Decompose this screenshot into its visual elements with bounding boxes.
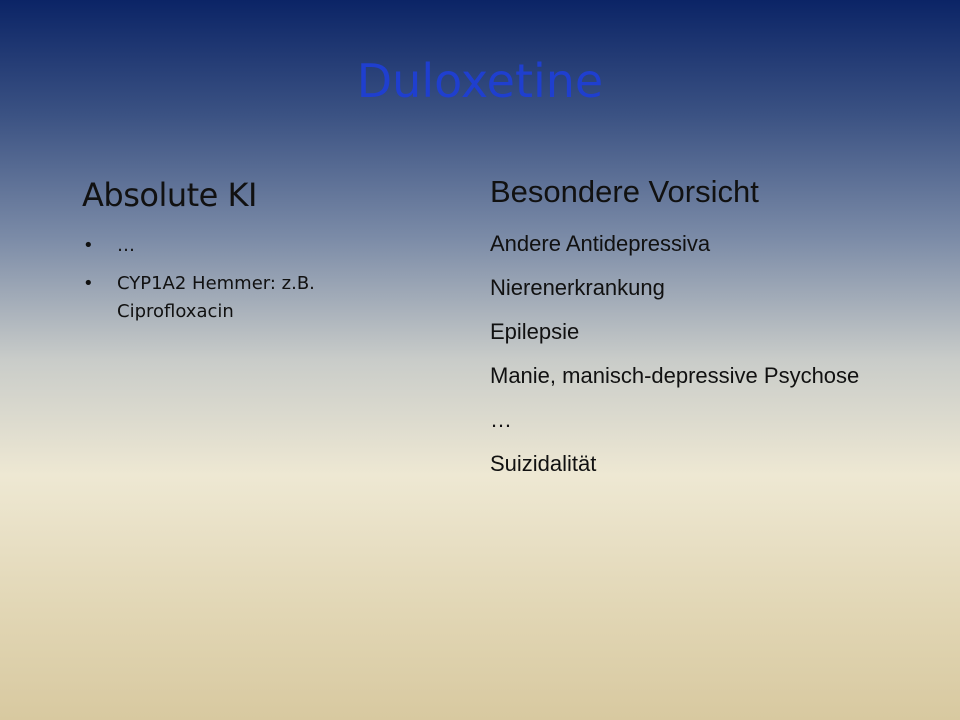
list-item: Nierenerkrankung (490, 275, 665, 300)
slide-title: Duloxetine (356, 54, 604, 108)
list-item: Suizidalität (490, 451, 597, 476)
right-item-list (490, 228, 870, 492)
bullet-text: CYP1A2 Hemmer: z.B. Ciprofloxacin (117, 273, 315, 322)
list-item: Manie, manisch-depressive Psychose (490, 363, 860, 388)
bullet-item (82, 270, 382, 326)
list-item: Andere Antidepressiva (490, 231, 711, 256)
bullet-item (82, 232, 382, 260)
bullet-text: … (117, 235, 135, 256)
bullet-dot-icon: • (83, 273, 94, 294)
list-item: Epilepsie (490, 319, 580, 344)
list-item: … (490, 407, 512, 432)
left-bullet-list (82, 232, 382, 336)
right-column-heading: Besondere Vorsicht (490, 174, 759, 209)
bullet-dot-icon: • (83, 235, 94, 256)
left-column-heading: Absolute KI (82, 176, 257, 214)
